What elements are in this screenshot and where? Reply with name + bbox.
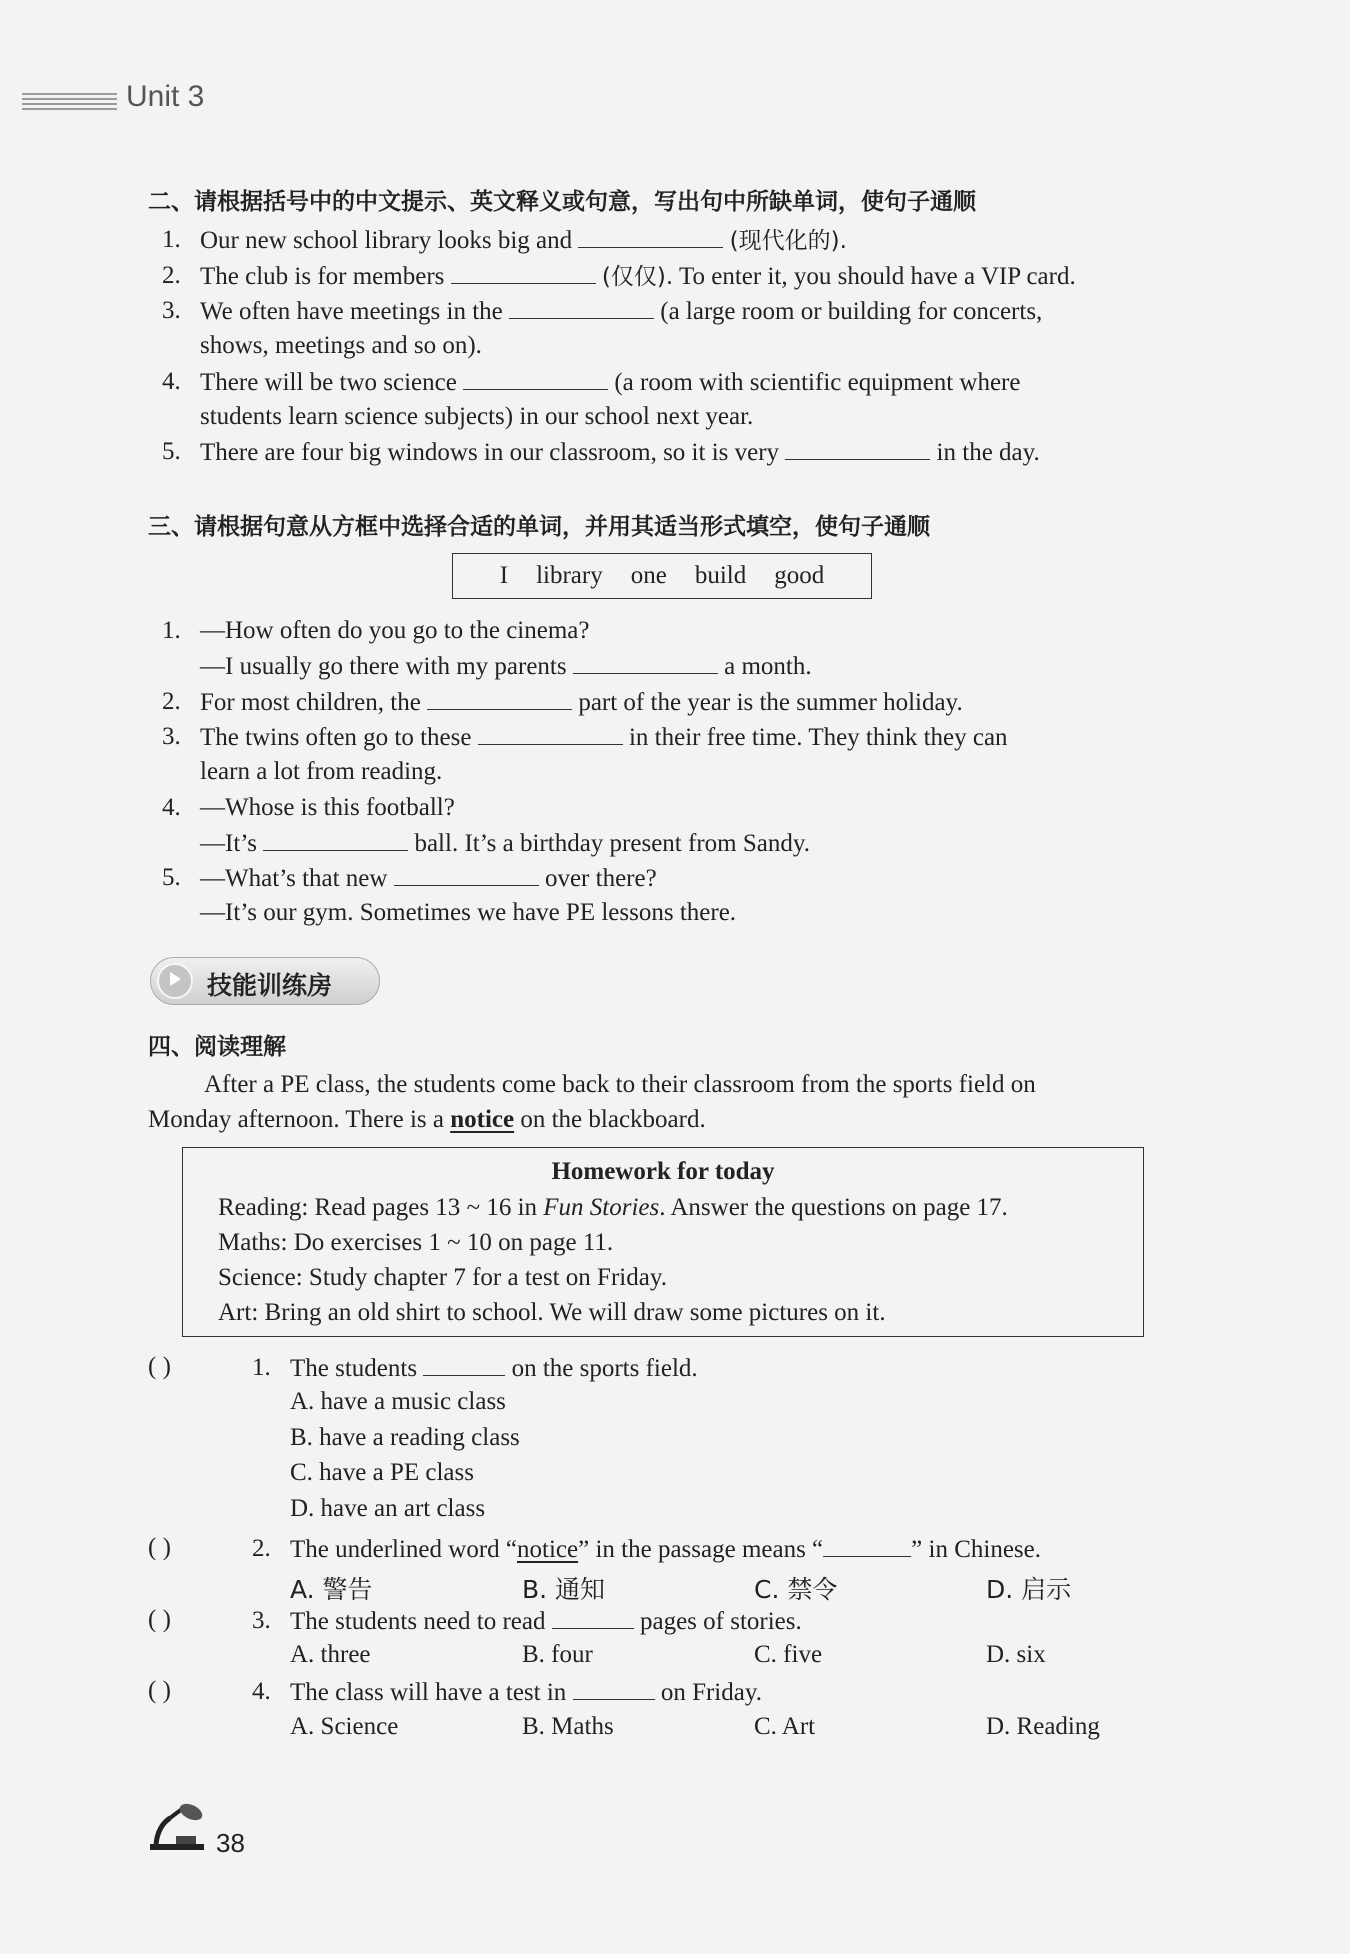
s2-q1 [200,225,847,256]
s3-q5-num: 5. [162,864,181,891]
s2-q3 [200,296,1042,327]
s3-q1-post: a month. [724,653,812,680]
mc-q1-text: The students [290,1355,418,1382]
answer-blank[interactable] [394,863,539,886]
s3-q3-line2: learn a lot from reading. [200,758,443,785]
answer-blank[interactable] [423,1353,505,1376]
s3-q2-post: part of the year is the summer holiday. [578,689,963,716]
s2-q3-text: We often have meetings in the [200,298,503,325]
s2-q3-line2: shows, meetings and so on). [200,332,482,359]
mc-q2-stem [290,1534,1041,1565]
s2-q5-text: There are four big windows in our classroom, so it is very [200,439,780,466]
s3-q2-num: 2. [162,688,181,715]
book-title: Fun Stories [543,1194,660,1221]
mc-q2-mid: ” in the passage means “ [578,1536,824,1563]
s2-q3-post: (a large room or building for concerts, [660,298,1043,325]
mc-q4-num: 4. [252,1678,271,1705]
s2-q1-hint: (现代化的). [729,228,847,254]
mc-q3-option-b[interactable]: B. four [522,1641,593,1668]
answer-blank[interactable] [263,828,408,851]
answer-blank[interactable] [578,225,723,248]
answer-blank[interactable] [463,367,608,390]
answer-parenthesis[interactable]: ( ) [148,1534,171,1561]
s2-q2-hint: (仅仅). [601,264,674,290]
mc-q1-num: 1. [252,1354,271,1381]
s3-q2 [200,687,963,718]
mc-q3-post: pages of stories. [639,1608,802,1635]
s3-q3-text: The twins often go to these [200,724,472,751]
mc-q4-option-c[interactable]: C. Art [754,1713,816,1740]
notice-word: notice [450,1106,515,1133]
mc-q4-option-d[interactable]: D. Reading [986,1713,1100,1740]
homework-notice-box [182,1147,1144,1337]
answer-blank[interactable] [509,296,654,319]
notice-maths: Maths: Do exercises 1 ~ 10 on page 11. [218,1229,614,1256]
s3-q3-post: in their free time. They think they can [628,724,1008,751]
answer-parenthesis[interactable]: ( ) [148,1677,171,1704]
passage-line2 [148,1105,706,1135]
s3-q3-num: 3. [162,723,181,750]
notice-title: Homework for today [551,1158,775,1185]
word-bank-item: build [694,562,747,589]
mc-q1-option-c[interactable]: C. have a PE class [290,1459,474,1486]
section3-heading: 三、请根据句意从方框中选择合适的单词，并用其适当形式填空，使句子通顺 [148,514,930,540]
mc-q3-num: 3. [252,1607,271,1634]
header-decoration-lines [22,93,117,111]
mc-q2-option-d[interactable]: D. 启示 [986,1575,1072,1604]
mc-q3-option-c[interactable]: C. five [754,1641,823,1668]
mc-q1-stem [290,1353,698,1384]
s3-q5-line2: —It’s our gym. Sometimes we have PE lessons there. [200,899,737,926]
mc-q2-word: notice [517,1536,579,1563]
s2-q3-num: 3. [162,297,181,324]
s2-q4-text: There will be two science [200,369,457,396]
answer-blank[interactable] [478,722,623,745]
mc-q4-text: The class will have a test in [290,1679,567,1706]
notice-reading-end: . Answer the questions on page 17. [659,1194,1008,1221]
mc-q2-text: The underlined word “ [290,1536,518,1563]
passage-line1: After a PE class, the students come back to their classroom from the sports field on [204,1071,1036,1098]
s3-q5-text: —What’s that new [200,865,388,892]
skill-training-badge [150,957,380,1005]
page-number: 38 [216,1828,245,1858]
mc-q4-post: on Friday. [660,1679,762,1706]
unit-title: Unit 3 [126,80,205,113]
answer-blank[interactable] [427,687,572,710]
mc-q3-option-a[interactable]: A. three [290,1641,371,1668]
s2-q4-post: (a room with scientific equipment where [614,369,1021,396]
s2-q1-text: Our new school library looks big and [200,227,573,254]
answer-blank[interactable] [573,651,718,674]
skill-badge-label: 技能训练房 [207,971,333,1000]
mc-q2-option-a[interactable]: A. 警告 [290,1575,373,1604]
s3-q1-line1: —How often do you go to the cinema? [200,617,590,644]
mc-q2-option-c[interactable]: C. 禁令 [754,1575,838,1604]
notice-art: Art: Bring an old shirt to school. We will draw some pictures on it. [218,1299,886,1326]
passage-text: Monday afternoon. There is a [148,1106,444,1133]
mc-q1-option-d[interactable]: D. have an art class [290,1495,486,1522]
s3-q4-post: ball. It’s a birthday present from Sandy. [414,830,810,857]
s3-q1-num: 1. [162,617,181,644]
mc-q4-option-b[interactable]: B. Maths [522,1713,614,1740]
answer-blank[interactable] [552,1606,634,1629]
s2-q2 [200,261,1076,292]
s3-q4-text: —It’s [200,830,257,857]
s3-q3 [200,722,1008,753]
passage-text-end: on the blackboard. [520,1106,706,1133]
mc-q2-option-b[interactable]: B. 通知 [522,1575,606,1604]
answer-blank[interactable] [573,1677,655,1700]
s3-q4-line2 [200,828,810,859]
s3-q5-post: over there? [544,865,657,892]
s2-q5 [200,437,1040,468]
s3-q1-text: —I usually go there with my parents [200,653,567,680]
s2-q2-num: 2. [162,262,181,289]
s3-q5 [200,863,657,894]
answer-parenthesis[interactable]: ( ) [148,1353,171,1380]
word-bank-item: I [499,562,509,589]
s2-q4 [200,367,1020,398]
word-bank-item: good [774,562,825,589]
answer-blank[interactable] [823,1534,911,1557]
s2-q5-num: 5. [162,438,181,465]
mc-q1-option-a[interactable]: A. have a music class [290,1388,506,1415]
s2-q5-post: in the day. [936,439,1040,466]
section4-heading: 四、阅读理解 [148,1034,286,1060]
mc-q3-stem [290,1606,802,1637]
word-bank-box [452,553,872,599]
s2-q2-text: The club is for members [200,263,445,290]
s2-q2-post: To enter it, you should have a VIP card. [678,263,1076,290]
answer-blank[interactable] [785,437,930,460]
answer-blank[interactable] [451,261,596,284]
mc-q4-stem [290,1677,762,1708]
word-bank-item: one [630,562,667,589]
s3-q2-text: For most children, the [200,689,421,716]
s3-q4-num: 4. [162,794,181,821]
answer-parenthesis[interactable]: ( ) [148,1606,171,1633]
mc-q1-post: on the sports field. [511,1355,698,1382]
s2-q1-num: 1. [162,226,181,253]
s3-q1-line2 [200,651,812,682]
notice-science: Science: Study chapter 7 for a test on Friday. [218,1264,667,1291]
mc-q2-post: ” in Chinese. [911,1536,1041,1563]
notice-reading [218,1194,1008,1222]
notice-reading-text: Read pages 13 ~ 16 in [314,1194,538,1221]
desk-lamp-icon [148,1800,206,1852]
mc-q2-num: 2. [252,1535,271,1562]
word-bank-item: library [536,562,603,589]
section2-heading: 二、请根据括号中的中文提示、英文释义或句意，写出句中所缺单词，使句子通顺 [148,189,976,215]
s2-q4-line2: students learn science subjects) in our school next year. [200,403,754,430]
notice-reading-label: Reading: [218,1194,309,1221]
s3-q4-line1: —Whose is this football? [200,794,455,821]
mc-q1-option-b[interactable]: B. have a reading class [290,1424,520,1451]
s2-q4-num: 4. [162,368,181,395]
mc-q4-option-a[interactable]: A. Science [290,1713,399,1740]
mc-q3-text: The students need to read [290,1608,546,1635]
mc-q3-option-d[interactable]: D. six [986,1641,1046,1668]
